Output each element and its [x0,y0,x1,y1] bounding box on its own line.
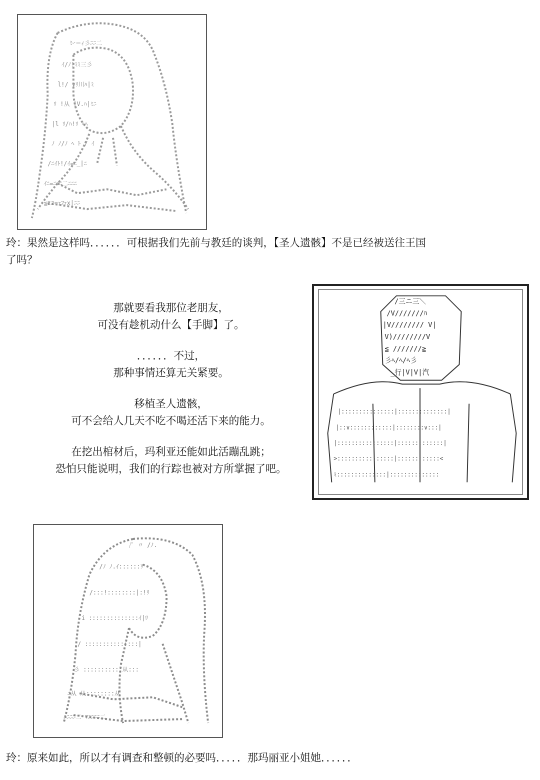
dialogue-line: 那就要看我那位老朋友， [113,302,229,314]
svg-text:ﾆﾆﾆﾆ二 ﾏﾆﾆﾆﾆ二: ﾆﾆﾆﾆ二 ﾏﾆﾆﾆﾆ二 [63,714,106,722]
caption-top-line-2: 了吗？ [6,254,38,266]
svg-text:/:::!::::::::|:!ﾘ: /:::!::::::::|:!ﾘ [89,589,150,597]
hooded-figure-art [18,15,206,229]
svg-text:ｲﾆ=ﾆﾆﾆ二ﾆﾆﾆ: ｲﾆ=ﾆﾆﾆ二ﾆﾆﾆ [43,180,77,188]
dialogue-line: 在挖出棺材后，玛利亚还能如此活蹦乱跳； [71,446,271,458]
svg-text:|::∨::::::::::::|::::::::∨:::|: |::∨::::::::::::|::::::::∨:::| [335,425,442,432]
svg-text:彡 :::::::::::从:::: 彡 :::::::::::从::: [73,666,139,674]
svg-text:ﾐ::::::::::::::|::::::::::::::: ﾐ::::::::::::::|:::::::::::::: [333,472,440,479]
svg-text:≦ ///////≧: ≦ ///////≧ [384,344,426,353]
svg-text:V)////////V: V)////////V [384,333,431,341]
dialogue-line: 那种事情还算无关紧要。 [113,367,229,379]
svg-text:|l ﾘ/ﾊ!ﾘ ﾍﾍ: |l ﾘ/ﾊ!ﾘ ﾍﾍ [51,120,88,128]
svg-text:|::::::::::::::::|::::::::::::: |::::::::::::::::|:::::::::::::| [333,441,447,447]
svg-text:i ::::::::::::::ｲ|ﾘ: i ::::::::::::::ｲ|ﾘ [81,615,149,623]
svg-text:≦zz=ｧﾌｧx|ﾆﾆ: ≦zz=ｧﾌｧx|ﾆﾆ [43,200,80,208]
svg-text:ｲ/ﾉ!ﾐﾐ三彡: ｲ/ﾉ!ﾐﾐ三彡 [61,61,93,69]
svg-text:/ﾆｲﾄ!/ｲ=ﾆ_|ﾆ: /ﾆｲﾄ!/ｲ=ﾆ_|ﾆ [47,160,87,168]
svg-text:/ :::::::::::::::|: / :::::::::::::::| [77,640,142,648]
caption-top-line-1: 玲：果然是这样吗．．．．．．可根据我们先前与教廷的谈判，【圣人遗骸】不是已经被送往王国 [6,237,426,249]
svg-text:|:::::::::::::::|:::::::::::::: |:::::::::::::::|::::::::::::::| [337,409,451,416]
svg-text:_行|V|V|汽: _行|V|V|汽 [390,368,430,377]
svg-text:ﾘ !从 |V.ﾊ|ﾐﾆ: ﾘ !从 |V.ﾊ|ﾐﾆ [53,101,97,109]
robed-figure-art [314,286,527,498]
svg-text:/三ニ三＼: /三ニ三＼ [394,297,427,306]
ascii-art-panel-long-haired-figure [33,524,223,738]
dialogue-line: 可没有趁机动什么【手脚】了。 [97,319,245,331]
dialogue-line: 移植圣人遗骸， [134,398,208,410]
dialogue-line: 恐怕只能说明，我们的行踪也被对方所掌握了吧。 [55,463,287,475]
dialogue-line: ．．．．．．不过， [136,350,206,362]
svg-text:ﾐｰ＝ｨ彡ﾆﾆ二: ﾐｰ＝ｨ彡ﾆﾆ二 [69,39,103,47]
ascii-art-panel-robed-figure [312,284,529,500]
svg-text:/ﾉ ﾉ.ｲ::::::ﾘ: /ﾉ ﾉ.ｲ::::::ﾘ [99,563,144,571]
svg-text:ﾉ ﾉ/ﾉ ﾍ ﾄ / ｲ: ﾉ ﾉ/ﾉ ﾍ ﾄ / ｲ [51,140,95,148]
long-haired-figure-art [34,525,222,737]
svg-text:|V//////// V|: |V//////// V| [382,321,437,330]
dialogue-block [40,300,302,478]
svg-text:彡ﾍ/ﾍ/ﾍ彡: 彡ﾍ/ﾍ/ﾍ彡 [384,356,417,365]
caption-bottom: 玲：原来如此，所以才有调查和整顿的必要吗．．．．．那玛丽亚小姐她．．．．．． [6,752,358,764]
svg-text:l!/ ∨ﾘ川ﾊ|ﾐ: l!/ ∨ﾘ川ﾊ|ﾐ [57,81,94,89]
svg-text:>::::::::::::::::|::::::::::::: >::::::::::::::::|::::::::::::< [333,456,444,463]
svg-text:ﾆ从 从::::::::从: ﾆ从 从::::::::从 [67,690,121,698]
svg-text:/ﾟ 〃 /ﾉ.: /ﾟ 〃 /ﾉ. [128,541,158,549]
dialogue-line: 可不会给人几天不吃不喝还活下来的能力。 [71,415,271,427]
ascii-art-panel-hooded-figure [17,14,207,230]
svg-text:/V///////ﾊ: /V///////ﾊ [386,309,428,318]
